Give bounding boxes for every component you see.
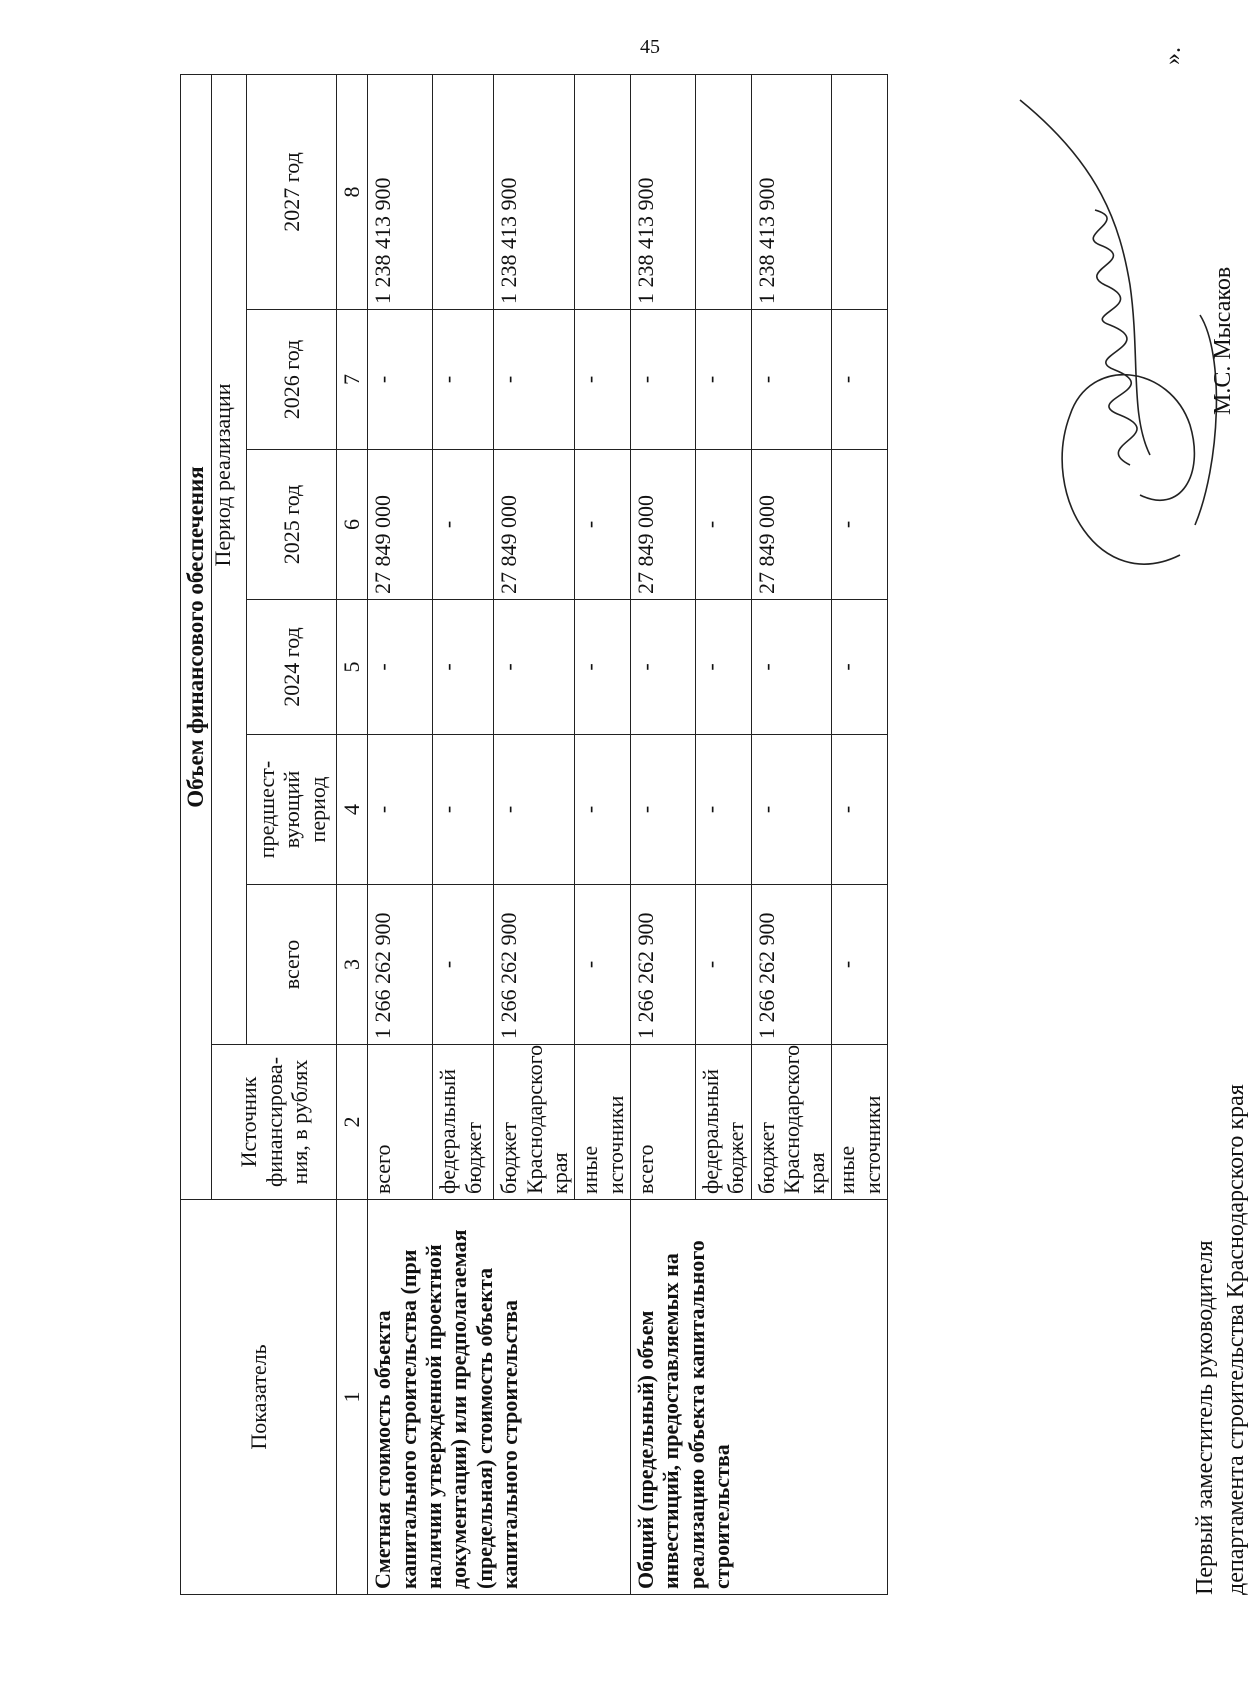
- value-2026: -: [433, 310, 494, 450]
- value-2024: -: [494, 600, 575, 735]
- col-source-header: Источник финансирова-ния, в рублях: [212, 1045, 337, 1200]
- source-cell: федеральный бюджет: [433, 1045, 494, 1200]
- source-cell: всего: [368, 1045, 433, 1200]
- column-number: 1: [337, 1200, 368, 1595]
- column-number: 7: [337, 310, 368, 450]
- table-row: [630, 74, 695, 1594]
- col-2024-header: 2024 год: [247, 600, 337, 735]
- col-2026-header: 2026 год: [247, 310, 337, 450]
- rotated-sheet: [180, 47, 1250, 1595]
- value-2025: 27 849 000: [368, 450, 433, 600]
- value-2026: -: [368, 310, 433, 450]
- value-total: 1 266 262 900: [368, 885, 433, 1045]
- value-2024: -: [433, 600, 494, 735]
- col-2027-header: 2027 год: [247, 74, 337, 309]
- value-total: -: [695, 885, 751, 1045]
- value-2027: [832, 74, 888, 309]
- col-total-header: всего: [247, 885, 337, 1045]
- value-prior: -: [832, 735, 888, 885]
- value-2025: -: [695, 450, 751, 600]
- column-number: 2: [337, 1045, 368, 1200]
- source-cell: бюджет Краснодарского края: [751, 1045, 832, 1200]
- value-2026: -: [494, 310, 575, 450]
- value-2025: -: [832, 450, 888, 600]
- col-2025-header: 2025 год: [247, 450, 337, 600]
- value-2026: -: [695, 310, 751, 450]
- value-2024: -: [575, 600, 631, 735]
- column-number: 3: [337, 885, 368, 1045]
- value-2027: 1 238 413 900: [494, 74, 575, 309]
- period-header-label: Период реализации: [210, 383, 235, 567]
- value-total: 1 266 262 900: [630, 885, 695, 1045]
- col-prior-header: предшест-вующий период: [247, 735, 337, 885]
- value-2025: 27 849 000: [751, 450, 832, 600]
- value-2027: 1 238 413 900: [751, 74, 832, 309]
- financing-table: [180, 74, 888, 1595]
- financing-volume-title: Объем финансового обеспечения: [181, 74, 212, 1199]
- value-2025: -: [433, 450, 494, 600]
- value-prior: -: [575, 735, 631, 885]
- value-2024: -: [695, 600, 751, 735]
- value-2024: -: [832, 600, 888, 735]
- value-total: 1 266 262 900: [494, 885, 575, 1045]
- indicator-estimated-cost: Сметная стоимость объекта капитального строительства (при наличии утвержденной проектной документации) или предполагаемая (предельная) стоимость объекта капитального строительства: [368, 1200, 630, 1595]
- value-total: -: [433, 885, 494, 1045]
- source-cell: всего: [630, 1045, 695, 1200]
- source-cell: иные источники: [575, 1045, 631, 1200]
- source-cell: иные источники: [832, 1045, 888, 1200]
- signatory-position-line1: Первый заместитель руководителя: [1192, 1240, 1218, 1595]
- value-total: 1 266 262 900: [751, 885, 832, 1045]
- value-2026: -: [832, 310, 888, 450]
- value-2024: -: [751, 600, 832, 735]
- value-2027: [433, 74, 494, 309]
- value-2027: [575, 74, 631, 309]
- column-number: 4: [337, 735, 368, 885]
- value-total: -: [575, 885, 631, 1045]
- value-2025: 27 849 000: [630, 450, 695, 600]
- value-total: -: [832, 885, 888, 1045]
- value-prior: -: [695, 735, 751, 885]
- value-2025: -: [575, 450, 631, 600]
- value-prior: -: [368, 735, 433, 885]
- indicator-total-investment: Общий (предельный) объем инвестиций, предоставляемых на реализацию объекта капитального строительства: [630, 1200, 887, 1595]
- value-prior: -: [433, 735, 494, 885]
- value-2026: -: [575, 310, 631, 450]
- value-2027: 1 238 413 900: [368, 74, 433, 309]
- table-row: [368, 74, 433, 1594]
- signatory-position: [1190, 695, 1252, 1595]
- value-2026: -: [751, 310, 832, 450]
- signatory-name: М.С. Мысаков: [1210, 266, 1236, 415]
- page-number: 45: [640, 36, 660, 58]
- column-number: 8: [337, 74, 368, 309]
- value-prior: -: [751, 735, 832, 885]
- value-2027: [695, 74, 751, 309]
- column-number: 5: [337, 600, 368, 735]
- handwritten-signature: [980, 95, 1240, 615]
- value-prior: -: [630, 735, 695, 885]
- value-2027: 1 238 413 900: [630, 74, 695, 309]
- value-prior: -: [494, 735, 575, 885]
- value-2026: -: [630, 310, 695, 450]
- signatory-position-line2: департамента строительства Краснодарского края: [1223, 1084, 1250, 1595]
- closing-quote: ».: [1160, 47, 1186, 65]
- column-number: 6: [337, 450, 368, 600]
- value-2025: 27 849 000: [494, 450, 575, 600]
- value-2024: -: [368, 600, 433, 735]
- source-cell: федеральный бюджет: [695, 1045, 751, 1200]
- col-indicator-header: Показатель: [181, 1200, 337, 1595]
- source-cell: бюджет Краснодарского края: [494, 1045, 575, 1200]
- value-2024: -: [630, 600, 695, 735]
- column-numbers-row: [337, 74, 368, 1594]
